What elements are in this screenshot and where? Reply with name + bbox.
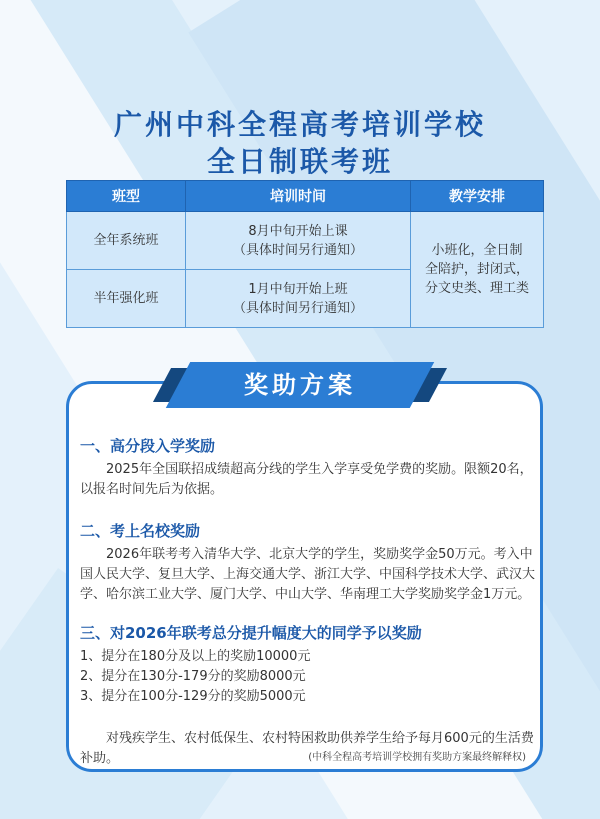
section-title: 三、对2026年联考总分提升幅度大的同学予以奖励 xyxy=(80,624,422,642)
section-title: 二、考上名校奖励 xyxy=(80,522,201,540)
cell-training-time xyxy=(186,212,411,270)
section-body: 2026年联考考入清华大学、北京大学的学生，奖励奖学金50万元。考入中国人民大学、复旦大学、上海交通大学、浙江大学、中国科学技术大学、武汉大学、哈尔滨工业大学、厦门大学、中山大学、华南理工大学奖励奖学金1万元。 xyxy=(80,547,536,602)
cell-class-type: 全年系统班 xyxy=(67,212,186,270)
time-start: 1月中旬开始上班 xyxy=(248,281,348,297)
living-allowance-note: 对残疾学生、农村低保生、农村特困救助供养学生给予每月600元的生活费补助。 xyxy=(80,731,534,766)
banner-label: 奖助方案 xyxy=(244,371,356,399)
section-body: 2025年全国联招成绩超高分线的学生入学享受免学费的奖励。限额20名，以报名时间先后为依据。 xyxy=(80,462,533,497)
column-header-arrangement: 教学安排 xyxy=(411,181,544,212)
arrangement-line: 小班化，全日制 xyxy=(431,243,523,258)
page-title: 广州中科全程高考培训学校 xyxy=(113,108,486,141)
column-header-training-time: 培训时间 xyxy=(186,181,411,212)
table-header-row xyxy=(67,181,544,212)
time-start: 8月中旬开始上课 xyxy=(248,223,348,239)
list-item: 2、提分在130分-179分的奖励8000元 xyxy=(80,669,306,684)
schedule-table xyxy=(66,180,544,328)
page-subtitle: 全日制联考班 xyxy=(206,145,393,178)
scholarship-content xyxy=(80,436,536,769)
arrangement-line: 全陪护，封闭式， xyxy=(424,262,529,277)
section-title: 一、高分段入学奖励 xyxy=(80,437,216,455)
cell-class-type: 半年强化班 xyxy=(67,270,186,328)
table-row xyxy=(67,212,544,270)
column-header-class-type: 班型 xyxy=(67,181,186,212)
list-item: 1、提分在180分及以上的奖励10000元 xyxy=(80,649,311,664)
section-banner xyxy=(162,362,438,408)
time-note: （具体时间另行通知） xyxy=(232,242,363,258)
cell-training-time xyxy=(186,270,411,328)
list-item: 3、提分在100分-129分的奖励5000元 xyxy=(80,689,306,704)
arrangement-line: 分文史类、理工类 xyxy=(424,281,529,296)
cell-arrangement xyxy=(411,212,544,328)
time-note: （具体时间另行通知） xyxy=(232,300,363,316)
footnote: (中科全程高考培训学校拥有奖助方案最终解释权) xyxy=(308,752,526,763)
